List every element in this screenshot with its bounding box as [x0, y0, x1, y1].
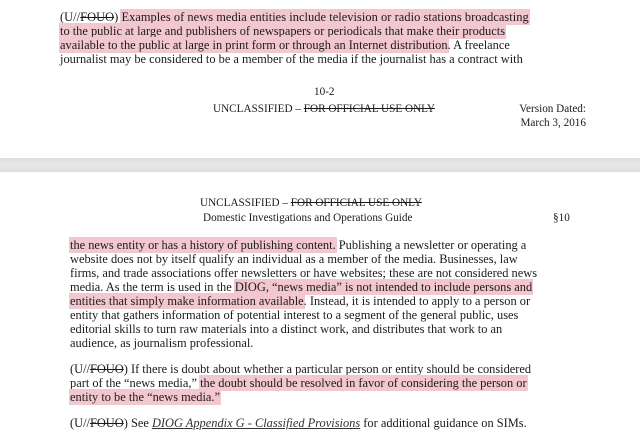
highlighted-text: available to the public at large in print form or through an Internet distribution — [60, 38, 448, 52]
page-separator — [0, 158, 640, 172]
text-line — [70, 390, 220, 404]
highlighted-text: entities that simply make information available — [70, 294, 304, 308]
document-page-next — [0, 172, 640, 443]
page-number: 10-2 — [314, 86, 335, 98]
classification-marking: (U//FOUO) — [60, 10, 119, 24]
highlighted-text: the news entity or has a history of publishing content. — [70, 238, 336, 252]
text-line: website does not by itself qualify an individual as a member of the media. Businesses, law — [70, 252, 518, 266]
text-line: available to the public at large in print form or through an Internet distribution. A freelance — [60, 38, 510, 52]
classification-marking: (U//FOUO) — [70, 362, 128, 376]
text-line: entity that gathers information of potential interest to a segment of the general public, uses — [70, 308, 519, 322]
text-line — [60, 10, 529, 24]
text-line — [60, 24, 505, 38]
document-page-10-2 — [0, 0, 640, 158]
header-classification: UNCLASSIFIED – FOR OFFICIAL USE ONLY — [200, 197, 422, 209]
text-line: firms, and trade associations offer newsletters or have websites; these are not considered news — [70, 266, 538, 280]
section-number: §10 — [553, 212, 570, 224]
text-line: entities that simply make information available. Instead, it is intended to apply to a person or — [70, 294, 531, 308]
text-line: (U//FOUO) If there is doubt about whether a particular person or entity should be considered — [70, 362, 532, 376]
highlighted-text: Examples of news media entities include television or radio stations broadcasting — [121, 10, 529, 24]
text-line: (U//FOUO) See DIOG Appendix G - Classified Provisions for additional guidance on SIMs. — [70, 416, 527, 430]
text-line: editorial skills to turn raw materials into a distinct work, and distributes that work to an — [70, 322, 503, 336]
footer-classification: UNCLASSIFIED – FOR OFFICIAL USE ONLY — [213, 103, 435, 115]
version-label: Version Dated: — [519, 103, 586, 115]
text-line: audience, as journalism professional. — [70, 336, 254, 350]
highlighted-text: DIOG, “news media” is not intended to include persons and — [234, 280, 533, 294]
highlighted-text: entity to be the “news media.” — [70, 390, 221, 404]
text-line: journalist may be considered to be a member of the media if the journalist has a contract with — [60, 52, 523, 66]
version-date: March 3, 2016 — [520, 117, 586, 129]
classification-marking: (U//FOUO) — [70, 416, 128, 430]
highlighted-text: to the public at large and publishers of newspapers or periodicals that make their products — [60, 24, 506, 38]
text-line: media. As the term is used in the DIOG, “news media” is not intended to include persons and — [70, 280, 533, 294]
text-line: the news entity or has a history of publishing content. Publishing a newsletter or operating a — [70, 238, 527, 252]
guide-title: Domestic Investigations and Operations Guide — [203, 212, 413, 224]
appendix-link[interactable]: DIOG Appendix G - Classified Provisions — [151, 416, 361, 430]
text-line: part of the “news media,” the doubt should be resolved in favor of considering the person or — [70, 376, 527, 390]
highlighted-text: the doubt should be resolved in favor of considering the person or — [200, 376, 527, 390]
